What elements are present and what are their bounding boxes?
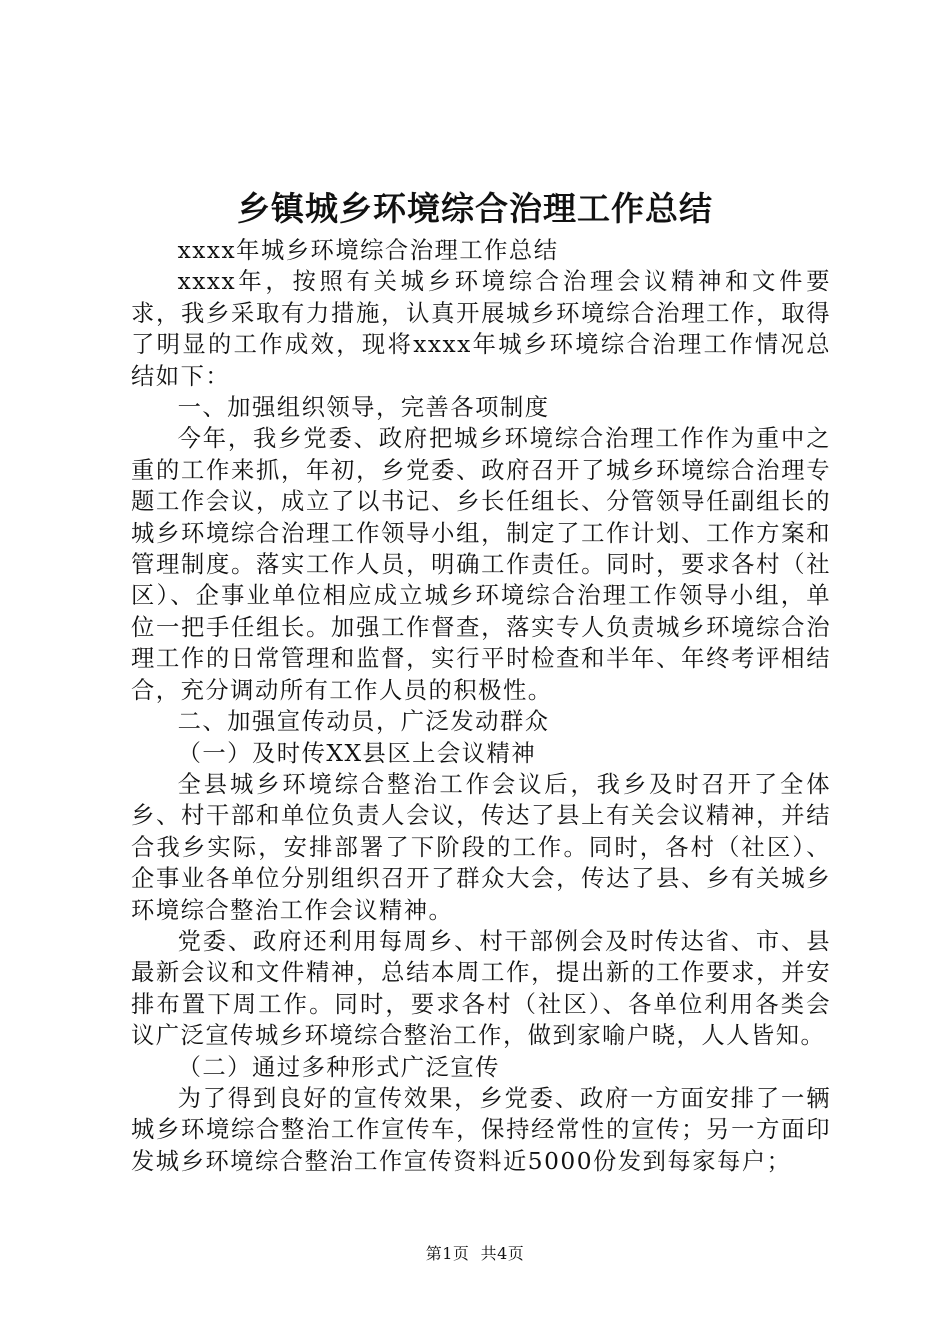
paragraph: xxxx年，按照有关城乡环境综合治理会议精神和文件要求，我乡采取有力措施，认真开展城乡环境综合治理工作，取得了明显的工作成效，现将xxxx年城乡环境综合治理工作情况总结如下： <box>131 268 831 390</box>
subsection-heading: （二）通过多种形式广泛宣传 <box>177 1053 500 1081</box>
document-title: 乡镇城乡环境综合治理工作总结 <box>237 189 713 228</box>
paragraph: 全县城乡环境综合整治工作会议后，我乡及时召开了全体乡、村干部和单位负责人会议，传达了县上有关会议精神，并结合我乡实际，安排部署了下阶段的工作。同时，各村（社区）、企事业各单位分别组织召开了群众大会，传达了县、乡有关城乡环境综合整治工作会议精神。 <box>131 770 831 924</box>
page-footer <box>0 1242 950 1266</box>
section-heading: 一、加强组织领导，完善各项制度 <box>177 394 550 422</box>
paragraph: 党委、政府还利用每周乡、村干部例会及时传达省、市、县最新会议和文件精神，总结本周工作，提出新的工作要求，并安排布置下周工作。同时，要求各村（社区）、各单位利用各类会议广泛宣传城乡环境综合整治工作，做到家喻户晓，人人皆知。 <box>131 927 831 1050</box>
paragraph: xxxx年城乡环境综合治理工作总结 <box>177 237 559 264</box>
document-body <box>131 235 831 1177</box>
page-total: 共4页 <box>480 1244 525 1263</box>
subsection-heading: （一）及时传XX县区上会议精神 <box>177 739 537 767</box>
paragraph: 今年，我乡党委、政府把城乡环境综合治理工作作为重中之重的工作来抓，年初，乡党委、政府召开了城乡环境综合治理专题工作会议，成立了以书记、乡长任组长、分管领导任副组长的城乡环境综合治理工作领导小组，制定了工作计划、工作方案和管理制度。落实工作人员，明确工作责任。同时，要求各村（社区）、企事业单位相应成立城乡环境综合治理工作领导小组，单位一把手任组长。加强工作督查，落实专人负责城乡环境综合治理工作的日常管理和监督，实行平时检查和半年、年终考评相结合，充分调动所有工作人员的积极性。 <box>131 425 831 704</box>
paragraph: 为了得到良好的宣传效果，乡党委、政府一方面安排了一辆城乡环境综合整治工作宣传车，保持经常性的宣传；另一方面印发城乡环境综合整治工作宣传资料近5000份发到每家每户； <box>131 1084 831 1175</box>
page-number: 第1页 <box>425 1244 470 1263</box>
section-heading: 二、加强宣传动员，广泛发动群众 <box>177 708 550 736</box>
footer-separator <box>469 1244 480 1263</box>
